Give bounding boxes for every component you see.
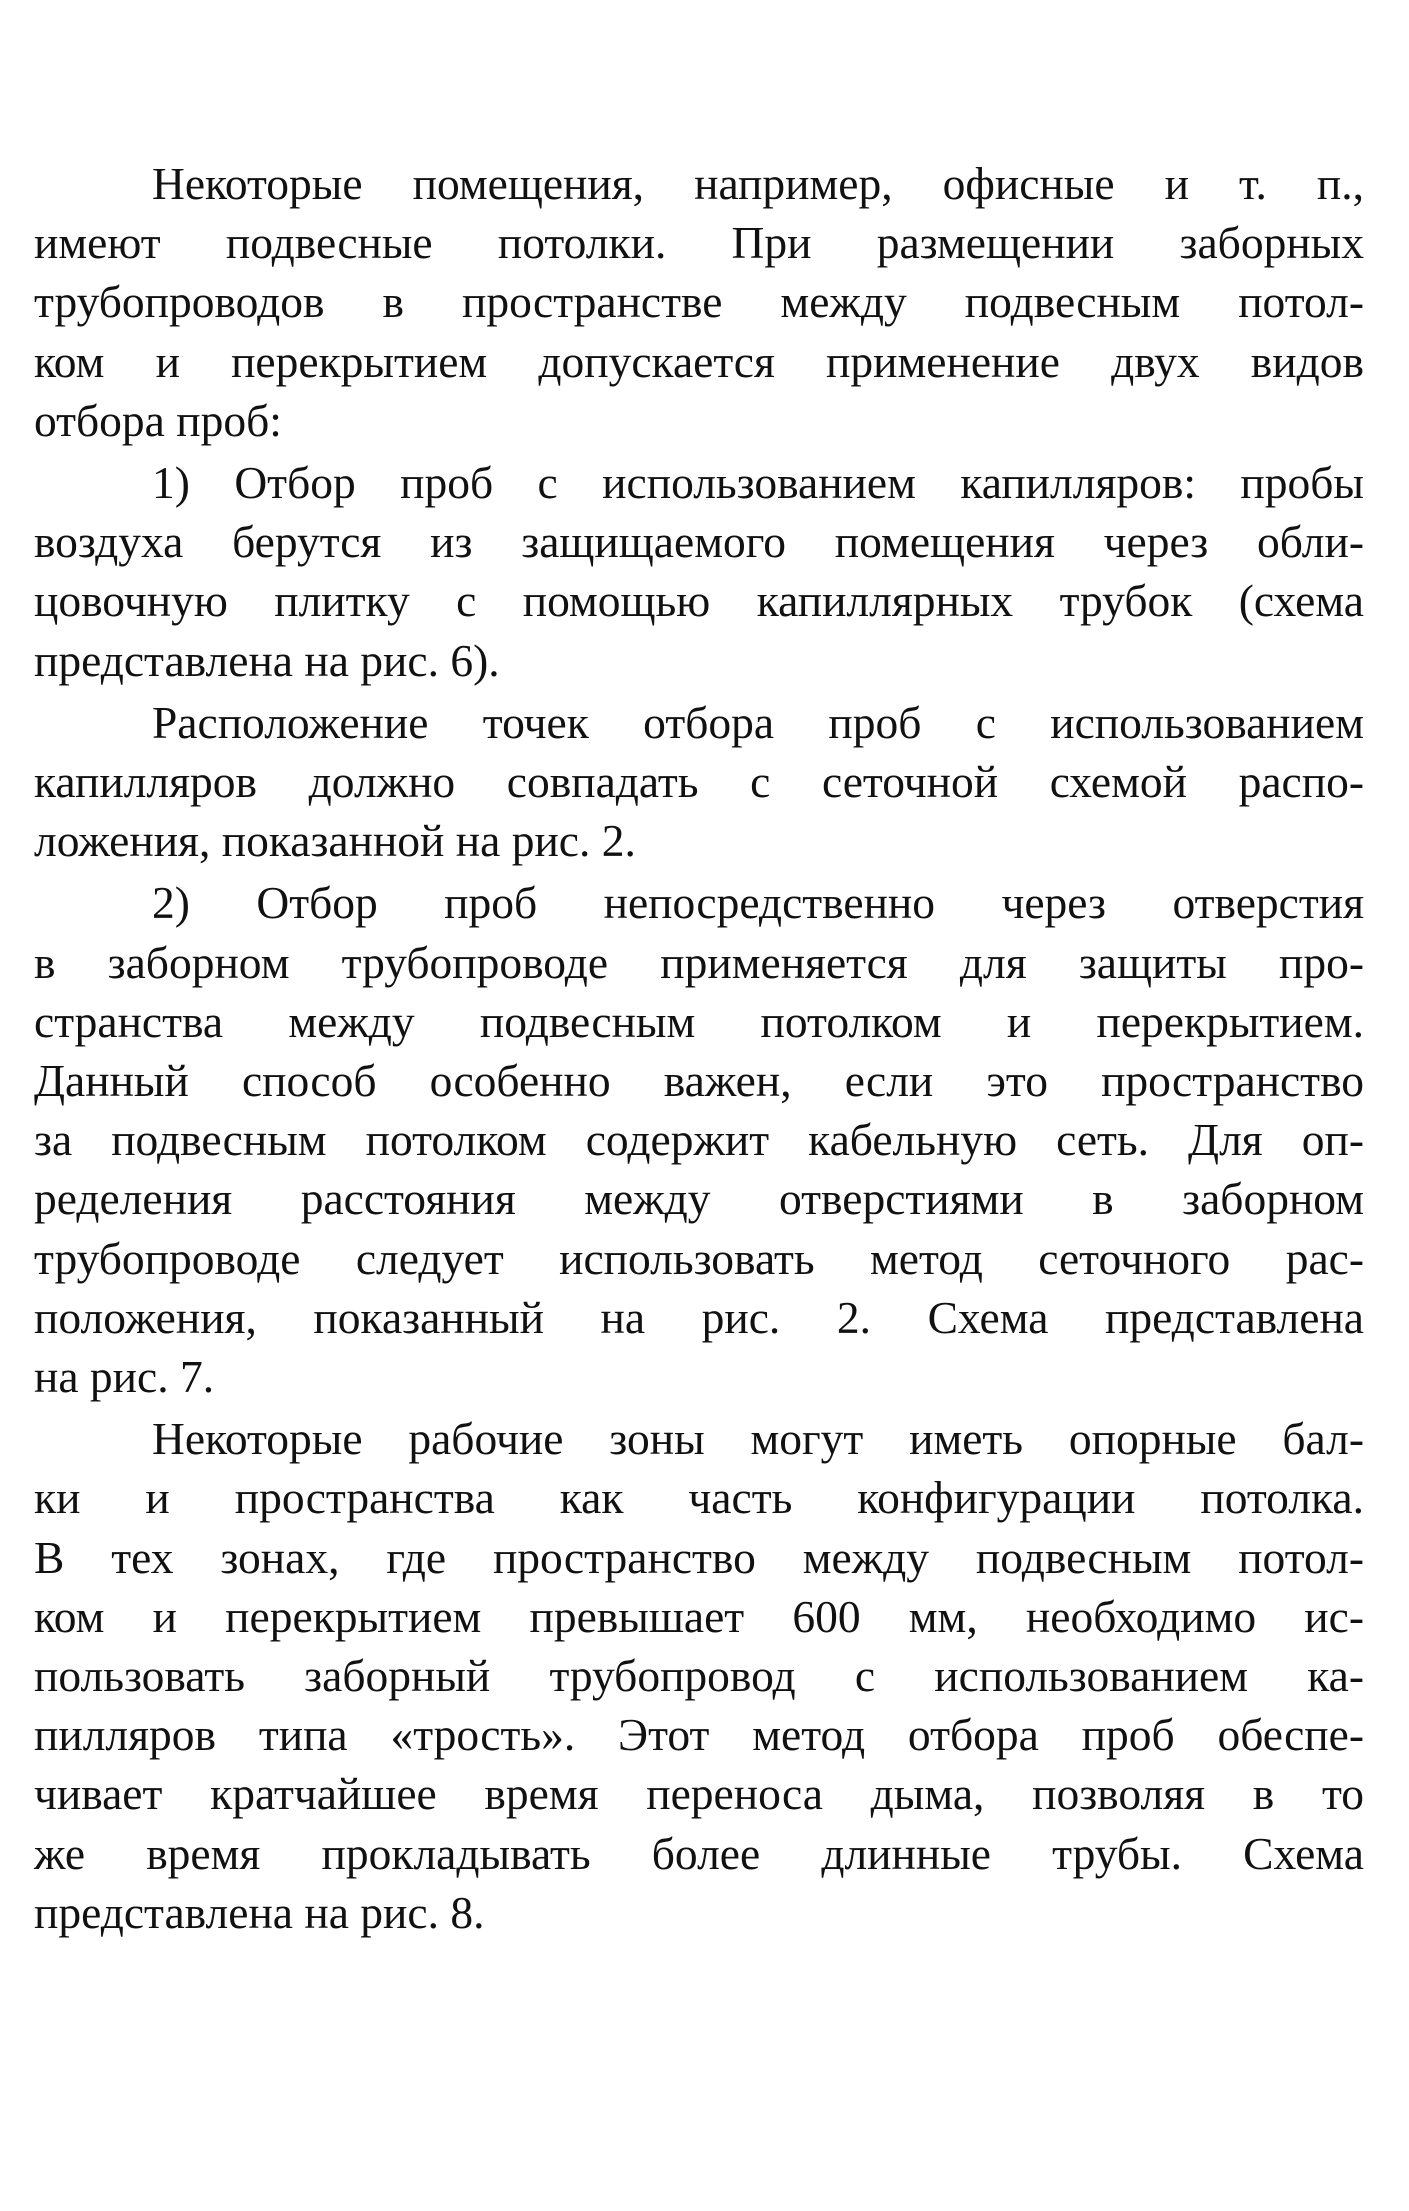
text-line: представлена на рис. 8.: [34, 1886, 485, 1938]
text-line: Некоторые помещения, например, офисные и т. п.,: [152, 158, 1364, 209]
text-line: отбора проб:: [34, 394, 282, 446]
text-line: 2) Отбор проб непосредственно через отверстия: [152, 877, 1364, 929]
text-line: ложения, показанной на рис. 2.: [34, 815, 636, 867]
paragraph-1: [34, 154, 1364, 450]
text-line: трубопроводов в пространстве между подвесным потол-: [34, 276, 1364, 328]
text-line: пользовать заборный трубопровод с использованием ка-: [34, 1650, 1364, 1702]
text-line: цовочную плитку с помощью капиллярных трубок (схема: [34, 575, 1364, 627]
text-line: представлена на рис. 6).: [34, 634, 500, 686]
text-line: имеют подвесные потолки. При размещении заборных: [34, 217, 1364, 269]
text-line: В тех зонах, где пространство между подвесным потол-: [34, 1531, 1364, 1583]
paragraph-3: [34, 693, 1364, 871]
text-line: ком и перекрытием превышает 600 мм, необходимо ис-: [34, 1590, 1364, 1642]
text-line: Данный способ особенно важен, если это пространство: [34, 1055, 1364, 1107]
text-line: чивает кратчайшее время переноса дыма, позволяя в то: [34, 1768, 1364, 1820]
text-line: воздуха берутся из защищаемого помещения через обли-: [34, 516, 1364, 568]
text-line: ки и пространства как часть конфигурации потолка.: [34, 1472, 1364, 1524]
text-line: положения, показанный на рис. 2. Схема представлена: [34, 1291, 1364, 1343]
text-line: странства между подвесным потолком и перекрытием.: [34, 995, 1364, 1047]
paragraph-5: [34, 1409, 1364, 1942]
text-line: ком и перекрытием допускается применение двух видов: [34, 335, 1364, 387]
text-line: 1) Отбор проб с использованием капилляров: пробы: [152, 457, 1364, 509]
text-line: ределения расстояния между отверстиями в заборном: [34, 1173, 1364, 1225]
body-text: [34, 154, 1364, 1942]
text-line: Некоторые рабочие зоны могут иметь опорные бал-: [152, 1413, 1364, 1465]
text-line: за подвесным потолком содержит кабельную сеть. Для оп-: [34, 1114, 1364, 1166]
text-line: капилляров должно совпадать с сеточной схемой распо-: [34, 756, 1364, 808]
text-line: трубопроводе следует использовать метод сеточного рас-: [34, 1232, 1364, 1284]
paragraph-2: [34, 453, 1364, 690]
text-line: пилляров типа «трость». Этот метод отбора проб обеспе-: [34, 1709, 1364, 1761]
text-line: на рис. 7.: [34, 1351, 215, 1403]
text-line: в заборном трубопроводе применяется для защиты про-: [34, 936, 1364, 988]
text-line: же время прокладывать более длинные трубы. Схема: [34, 1827, 1364, 1879]
text-line: Расположение точек отбора проб с использованием: [152, 696, 1364, 748]
paragraph-4: [34, 873, 1364, 1406]
